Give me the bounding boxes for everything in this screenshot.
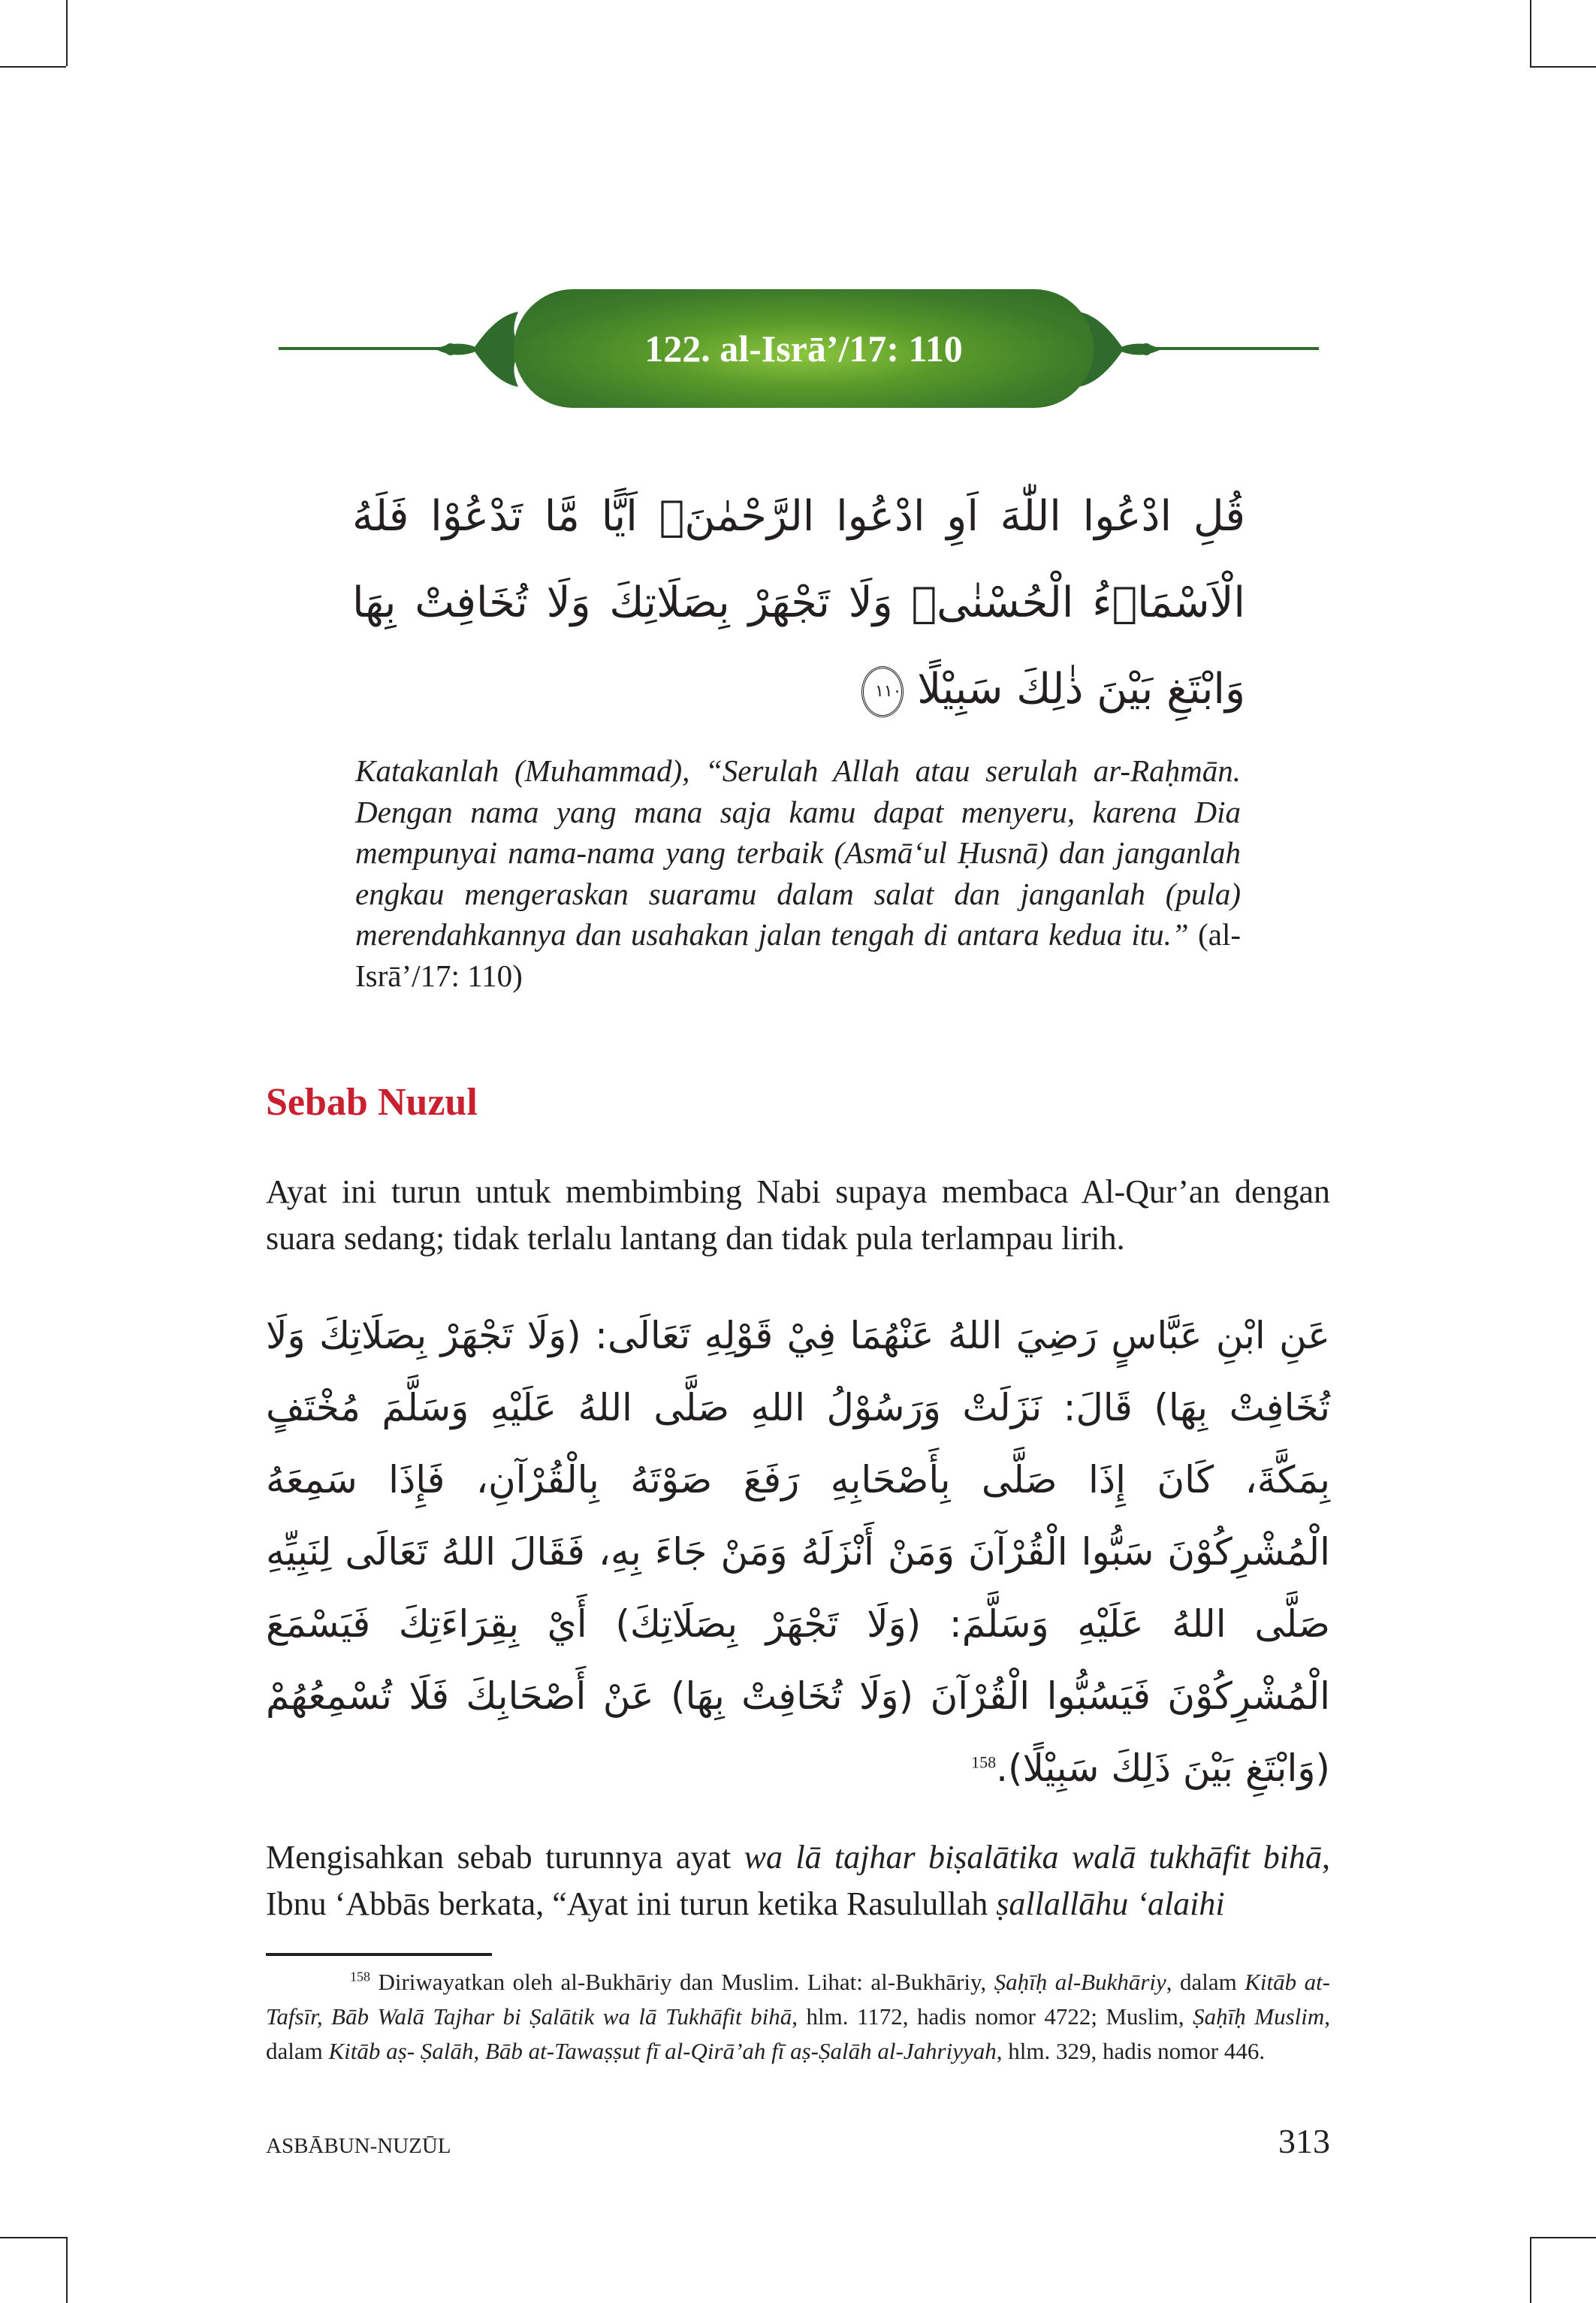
text: Mengisahkan sebab turunnya ayat <box>266 1839 744 1876</box>
footnote-italic-segment: Ṣaḥīḥ Muslim <box>1193 2003 1325 2030</box>
footnote-segment: , hlm. 329, hadis nomor 446. <box>996 2038 1266 2064</box>
translation-text: Katakanlah (Muhammad), “Serulah Allah atau serulah ar-Raḥmān. Dengan nama yang mana saja kamu dapat menyeru, karena Dia mempunyai nama-nama yang terbaik (Asmā‘ul Ḥusnā) dan janganlah engkau mengeraskan suaramu dalam salat dan janganlah (pula) merendahkannya dan usahakan jalan tengah di antara kedua itu.” <box>355 753 1241 952</box>
page-footer <box>266 2121 1330 2161</box>
crop-mark <box>1530 2237 1531 2303</box>
footnote-italic-segment: Ṣaḥīḥ al-Bukhāriy <box>994 1969 1166 1995</box>
footnote-italic-segment: Kitāb at-Tafsīr, Bāb Walā Tajhar bi Ṣalātik wa lā Tukhāfit bihā <box>266 1969 1330 2030</box>
ornament-left-icon <box>436 308 526 391</box>
surah-heading-banner <box>514 289 1094 408</box>
crop-mark <box>66 0 68 66</box>
crop-mark <box>1530 0 1531 66</box>
hadith-text: عَنِ ابْنِ عَبَّاسٍ رَضِيَ اللهُ عَنْهُمَا فِيْ قَوْلِهِ تَعَالَى: (وَلَا تَجْهَرْ بِصَلَاتِكَ وَلَا تُخَافِتْ بِهَا) قَالَ: نَزَلَتْ وَرَسُوْلُ اللهِ صَلَّى اللهُ عَلَيْهِ وَسَلَّمَ مُخْتَفٍ بِمَكَّةَ، كَانَ إِذَا صَلَّى بِأَصْحَابِهِ رَفَعَ صَوْتَهُ بِالْقُرْآنِ، فَإِذَا سَمِعَهُ الْمُشْرِكُوْنَ سَبُّوا الْقُرْآنَ وَمَنْ أَنْزَلَهُ وَمَنْ جَاءَ بِهِ، فَقَالَ اللهُ تَعَالَى لِنَبِيِّهِ صَلَّى اللهُ عَلَيْهِ وَسَلَّمَ: (وَلَا تَجْهَرْ بِصَلَاتِكَ) أَيْ بِقِرَاءَتِكَ فَيَسْمَعَ الْمُشْرِكُوْنَ فَيَسُبُّوا الْقُرْآنَ (وَلَا تُخَافِتْ بِهَا) عَنْ أَصْحَابِكَ فَلَا تُسْمِعُهُمْ (وَابْتَغِ بَيْنَ ذَلِكَ سَبِيْلًا). <box>266 1314 1330 1790</box>
footnote-segment: , hlm. 1172, hadis nomor 4722; Muslim, <box>792 2003 1193 2030</box>
footnote <box>266 1965 1330 2069</box>
page-number: 313 <box>1278 2122 1330 2160</box>
footnote-divider <box>266 1953 492 1956</box>
crop-mark <box>66 2237 68 2303</box>
footnote-segment: , dalam <box>266 2003 1331 2064</box>
crop-mark <box>1530 2237 1596 2238</box>
crop-mark <box>1530 66 1596 68</box>
text: , Ibnu ‘Abbās berkata, “Ayat ini turun ketika Rasulullah <box>266 1839 1330 1922</box>
footnote-number: 158 <box>350 1969 370 1985</box>
verse-text: قُلِ ادْعُوا اللّٰهَ اَوِ ادْعُوا الرَّحْمٰنَۗ اَيًّا مَّا تَدْعُوْا فَلَهُ الْاَسْمَاۤءُ الْحُسْنٰىۚ وَلَا تَجْهَرْ بِصَلَاتِكَ وَلَا تُخَافِتْ بِهَا وَابْتَغِ بَيْنَ ذٰلِكَ سَبِيْلًا <box>352 492 1245 714</box>
crop-mark <box>0 66 66 68</box>
ayah-number-marker: ١١٠ <box>861 666 904 717</box>
section-heading: Sebab Nuzul <box>266 1081 478 1124</box>
translation-reference: (al-Isrā’/17: 110) <box>355 917 1242 993</box>
verse-translation <box>355 750 1241 996</box>
quran-verse-arabic <box>352 473 1245 732</box>
surah-heading-title: 122. al-Isrā’/17: 110 <box>644 327 963 370</box>
footnote-text <box>266 1969 1330 2064</box>
hadith-arabic <box>266 1299 1330 1804</box>
italic-text: ṣallallāhu ‘alaihi <box>996 1885 1225 1922</box>
footnote-segment: Diriwayatkan oleh al-Bukhāriy dan Muslim. Lihat: al-Bukhāriy, <box>370 1969 994 1995</box>
footnote-marker[interactable]: 158 <box>971 1752 997 1772</box>
footnote-segment: , dalam <box>1166 1969 1245 1995</box>
body-paragraph-2 <box>266 1834 1330 1927</box>
page-content <box>266 473 1330 2221</box>
body-paragraph: Ayat ini turun untuk membimbing Nabi supaya membaca Al-Qur’an dengan suara sedang; tidak terlalu lantang dan tidak pula terlampau lirih. <box>266 1173 1330 1257</box>
crop-mark <box>0 2237 66 2238</box>
footnote-italic-segment: Kitāb aṣ- Ṣalāh, Bāb at-Tawaṣṣut fī al-Qirā’ah fī aṣ-Ṣalāh al-Jahriyyah <box>328 2038 997 2064</box>
italic-text: wa lā tajhar biṣalātika walā tukhāfit bihā <box>744 1839 1322 1876</box>
running-title: ASBĀBUN-NUZŪL <box>266 2134 451 2158</box>
